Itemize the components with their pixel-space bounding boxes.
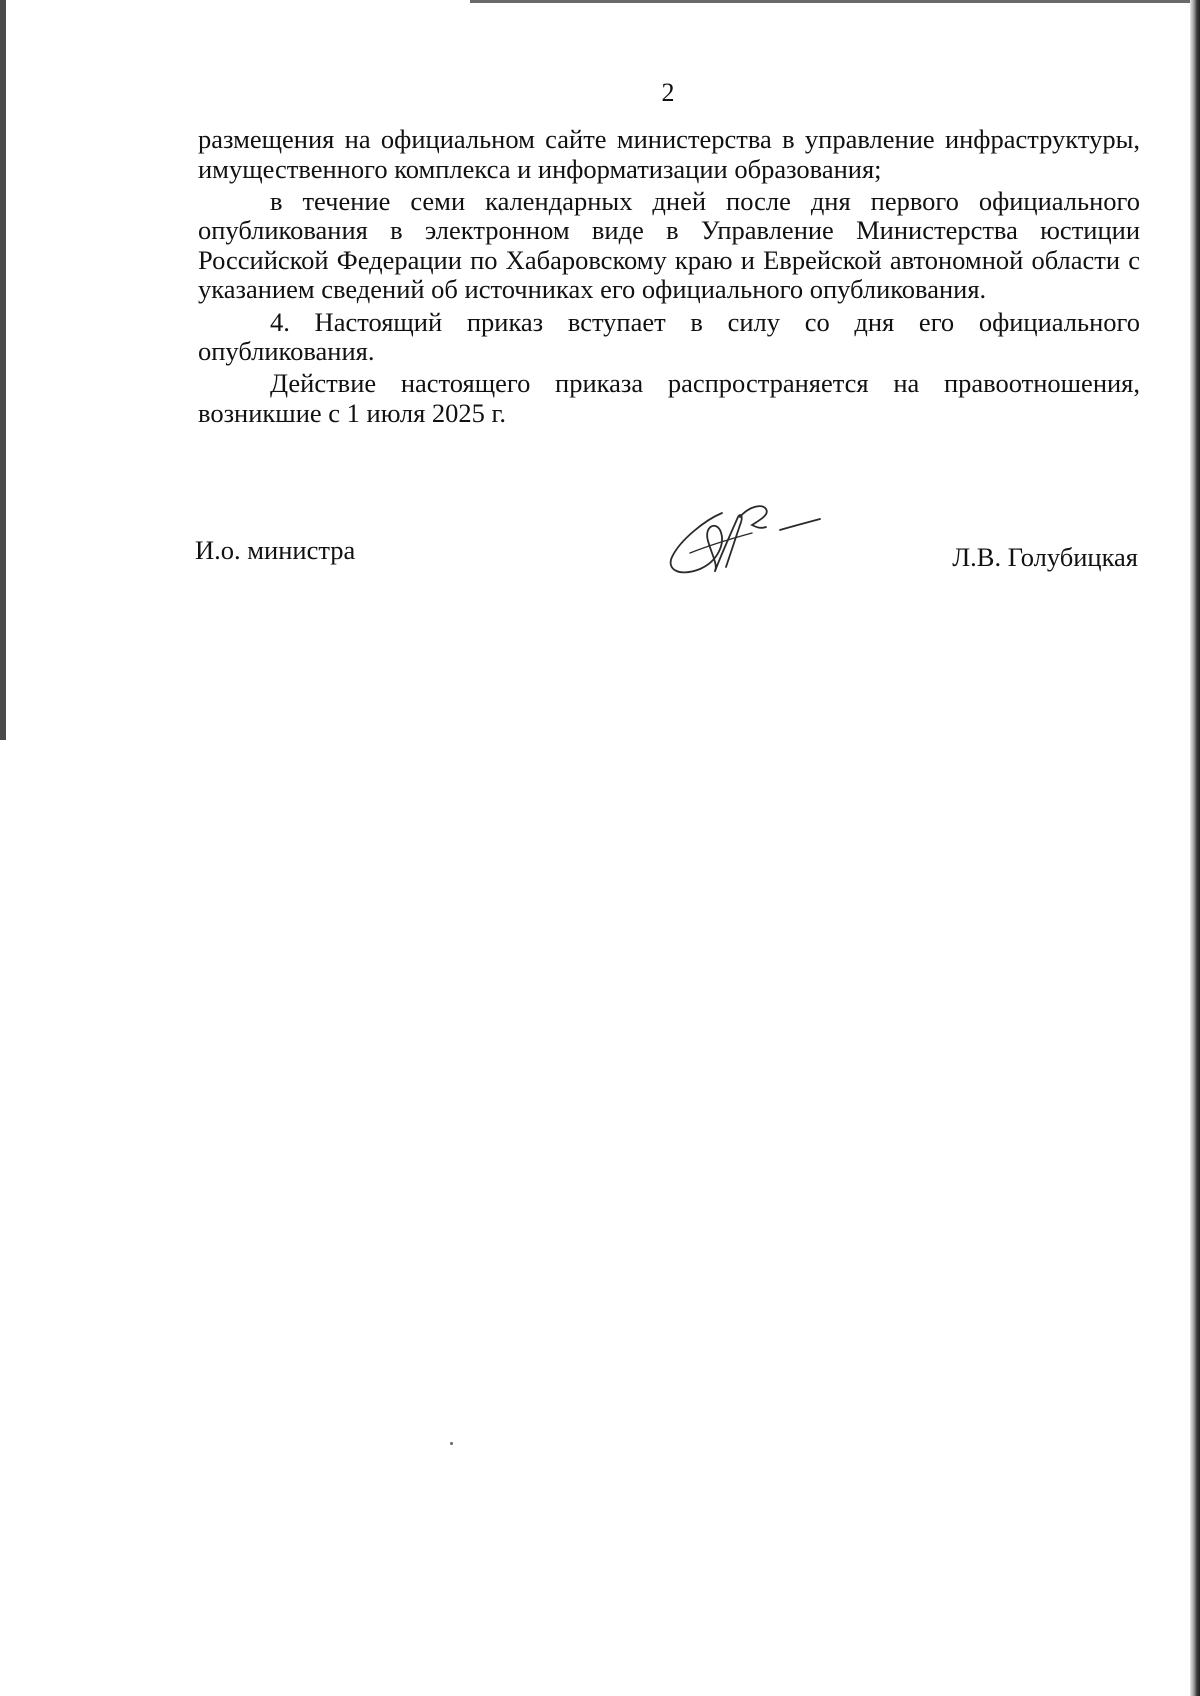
- paragraph-placement: размещения на официальном сайте министерства в управление инфраструктуры, имущественного комплекса и информатизации образования;: [198, 124, 1140, 184]
- scan-border-top: [470, 0, 1200, 3]
- signer-position: И.о. министра: [195, 535, 356, 565]
- paragraph-effective-date: 4. Настоящий приказ вступает в силу со дня его официального опубликования.: [198, 306, 1140, 367]
- paragraph-retroactive-effect: Действие настоящего приказа распространяется на правоотношения, возникшие с 1 июля 2025 г.: [198, 368, 1140, 428]
- handwritten-signature: [660, 495, 840, 585]
- signer-name: Л.В. Голубицкая: [952, 542, 1138, 572]
- paragraph-ministry-of-justice: в течение семи календарных дней после дня первого официального опубликования в электронном виде в Управление Министерства юстиции Российской Федерации по Хабаровскому краю и Еврейской автономной области с указанием сведений об источниках его официального опубликования.: [198, 185, 1140, 305]
- scan-speck: [450, 1442, 453, 1445]
- document-body: [198, 125, 1140, 431]
- page-number: 2: [661, 78, 675, 107]
- scan-border-right: [1190, 0, 1200, 1696]
- scan-border-left: [0, 0, 6, 740]
